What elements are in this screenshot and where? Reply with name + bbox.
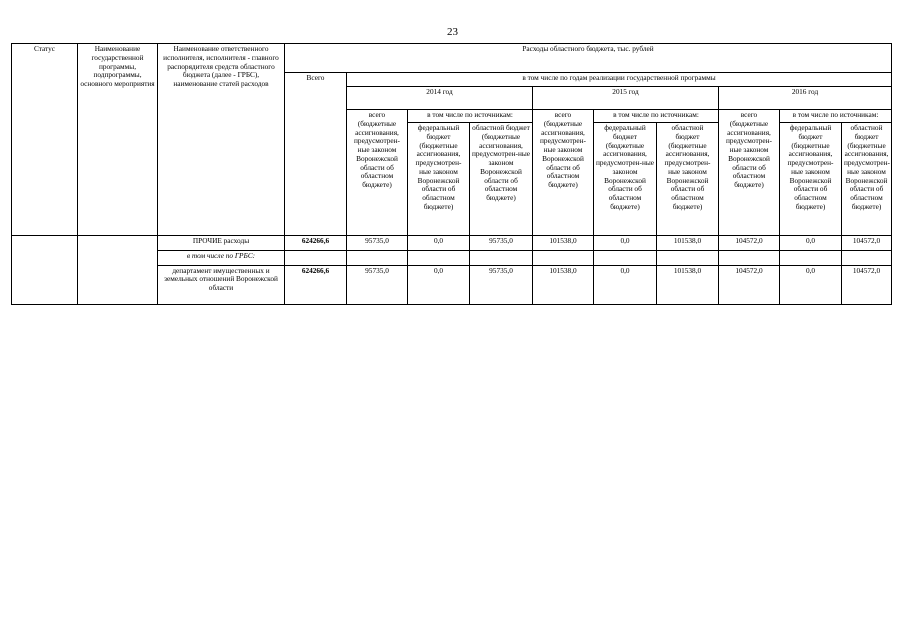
empty-cell: [657, 250, 719, 265]
header-executor-name: Наименование ответственного исполнителя, исполнителя - главного распорядителя средств областного бюджета (далее - ГРБС), наименование статей расходов: [158, 44, 285, 123]
year-2015: 2015 год: [533, 87, 719, 110]
header-row-1: [12, 44, 892, 73]
empty-cell: [285, 250, 347, 265]
empty-cell: [594, 250, 657, 265]
header-expenses: Расходы областного бюджета, тыс. рублей: [285, 44, 892, 73]
value-cell: 101538,0: [533, 265, 594, 304]
empty-cell: [533, 250, 594, 265]
value-cell: 95735,0: [470, 265, 533, 304]
by-sources-2016: в том числе по источникам:: [780, 110, 892, 123]
value-cell: 101538,0: [657, 235, 719, 250]
header-executor-cont: [158, 123, 285, 236]
by-sources-2014: в том числе по источникам:: [408, 110, 533, 123]
year-2016: 2016 год: [719, 87, 892, 110]
header-program-name: Наименование государственной программы, подпрограммы, основного мероприятия: [78, 44, 158, 123]
empty-cell: [408, 250, 470, 265]
by-sources-2015: в том числе по источникам:: [594, 110, 719, 123]
row-total: 624266,6: [285, 265, 347, 304]
value-cell: 104572,0: [842, 235, 892, 250]
header-total-cont: [285, 123, 347, 236]
header-status: Статус: [12, 44, 78, 123]
value-cell: 0,0: [780, 265, 842, 304]
page-number: 23: [447, 26, 458, 38]
value-cell: 0,0: [408, 235, 470, 250]
header-by-years: в том числе по годам реализации государственной программы: [347, 73, 892, 87]
table-row: [12, 235, 892, 250]
regional-2014: областной бюджет (бюджетные ассигнования, предусмотрен-ные законом Воронежской области об областном бюджете): [470, 123, 533, 236]
regional-2016: областной бюджет (бюджетные ассигнования, предусмотрен-ные законом Воронежской области об областном бюджете): [842, 123, 892, 236]
empty-cell: [347, 250, 408, 265]
value-cell: 0,0: [408, 265, 470, 304]
value-cell: 104572,0: [719, 235, 780, 250]
value-cell: 0,0: [780, 235, 842, 250]
federal-2016: федеральный бюджет (бюджетные ассигнования, предусмотрен-ные законом Воронежской области об областном бюджете): [780, 123, 842, 236]
year-total-2015: всего (бюджетные ассигнования, предусмотрен-ные законом Воронежской области об областном бюджете): [533, 110, 594, 236]
value-cell: 95735,0: [347, 265, 408, 304]
value-cell: 95735,0: [347, 235, 408, 250]
value-cell: 101538,0: [657, 265, 719, 304]
value-cell: 0,0: [594, 265, 657, 304]
status-cell: [12, 235, 78, 304]
year-total-2014: всего (бюджетные ассигнования, предусмотрен-ные законом Воронежской области об областном бюджете): [347, 110, 408, 236]
row-label: департамент имущественных и земельных отношений Воронежской области: [158, 265, 285, 304]
empty-cell: [719, 250, 780, 265]
header-total: Всего: [285, 73, 347, 123]
header-program-cont: [78, 123, 158, 236]
value-cell: 104572,0: [842, 265, 892, 304]
federal-2015: федеральный бюджет (бюджетные ассигнования, предусмотрен-ные законом Воронежской области об областном бюджете): [594, 123, 657, 236]
header-status-cont: [12, 123, 78, 236]
row-label: ПРОЧИЕ расходы: [158, 235, 285, 250]
row-total: 624266,6: [285, 235, 347, 250]
empty-cell: [780, 250, 842, 265]
regional-2015: областной бюджет (бюджетные ассигнования, предусмотрен-ные законом Воронежской области об областном бюджете): [657, 123, 719, 236]
budget-table: [11, 43, 892, 305]
program-cell: [78, 235, 158, 304]
empty-cell: [842, 250, 892, 265]
value-cell: 0,0: [594, 235, 657, 250]
year-total-2016: всего (бюджетные ассигнования, предусмотрен-ные законом Воронежской области об областном бюджете): [719, 110, 780, 236]
federal-2014: федеральный бюджет (бюджетные ассигнования, предусмотрен-ные законом Воронежской области об областном бюджете): [408, 123, 470, 236]
value-cell: 95735,0: [470, 235, 533, 250]
empty-cell: [470, 250, 533, 265]
year-2014: 2014 год: [347, 87, 533, 110]
value-cell: 101538,0: [533, 235, 594, 250]
row-label: в том числе по ГРБС:: [158, 250, 285, 265]
value-cell: 104572,0: [719, 265, 780, 304]
